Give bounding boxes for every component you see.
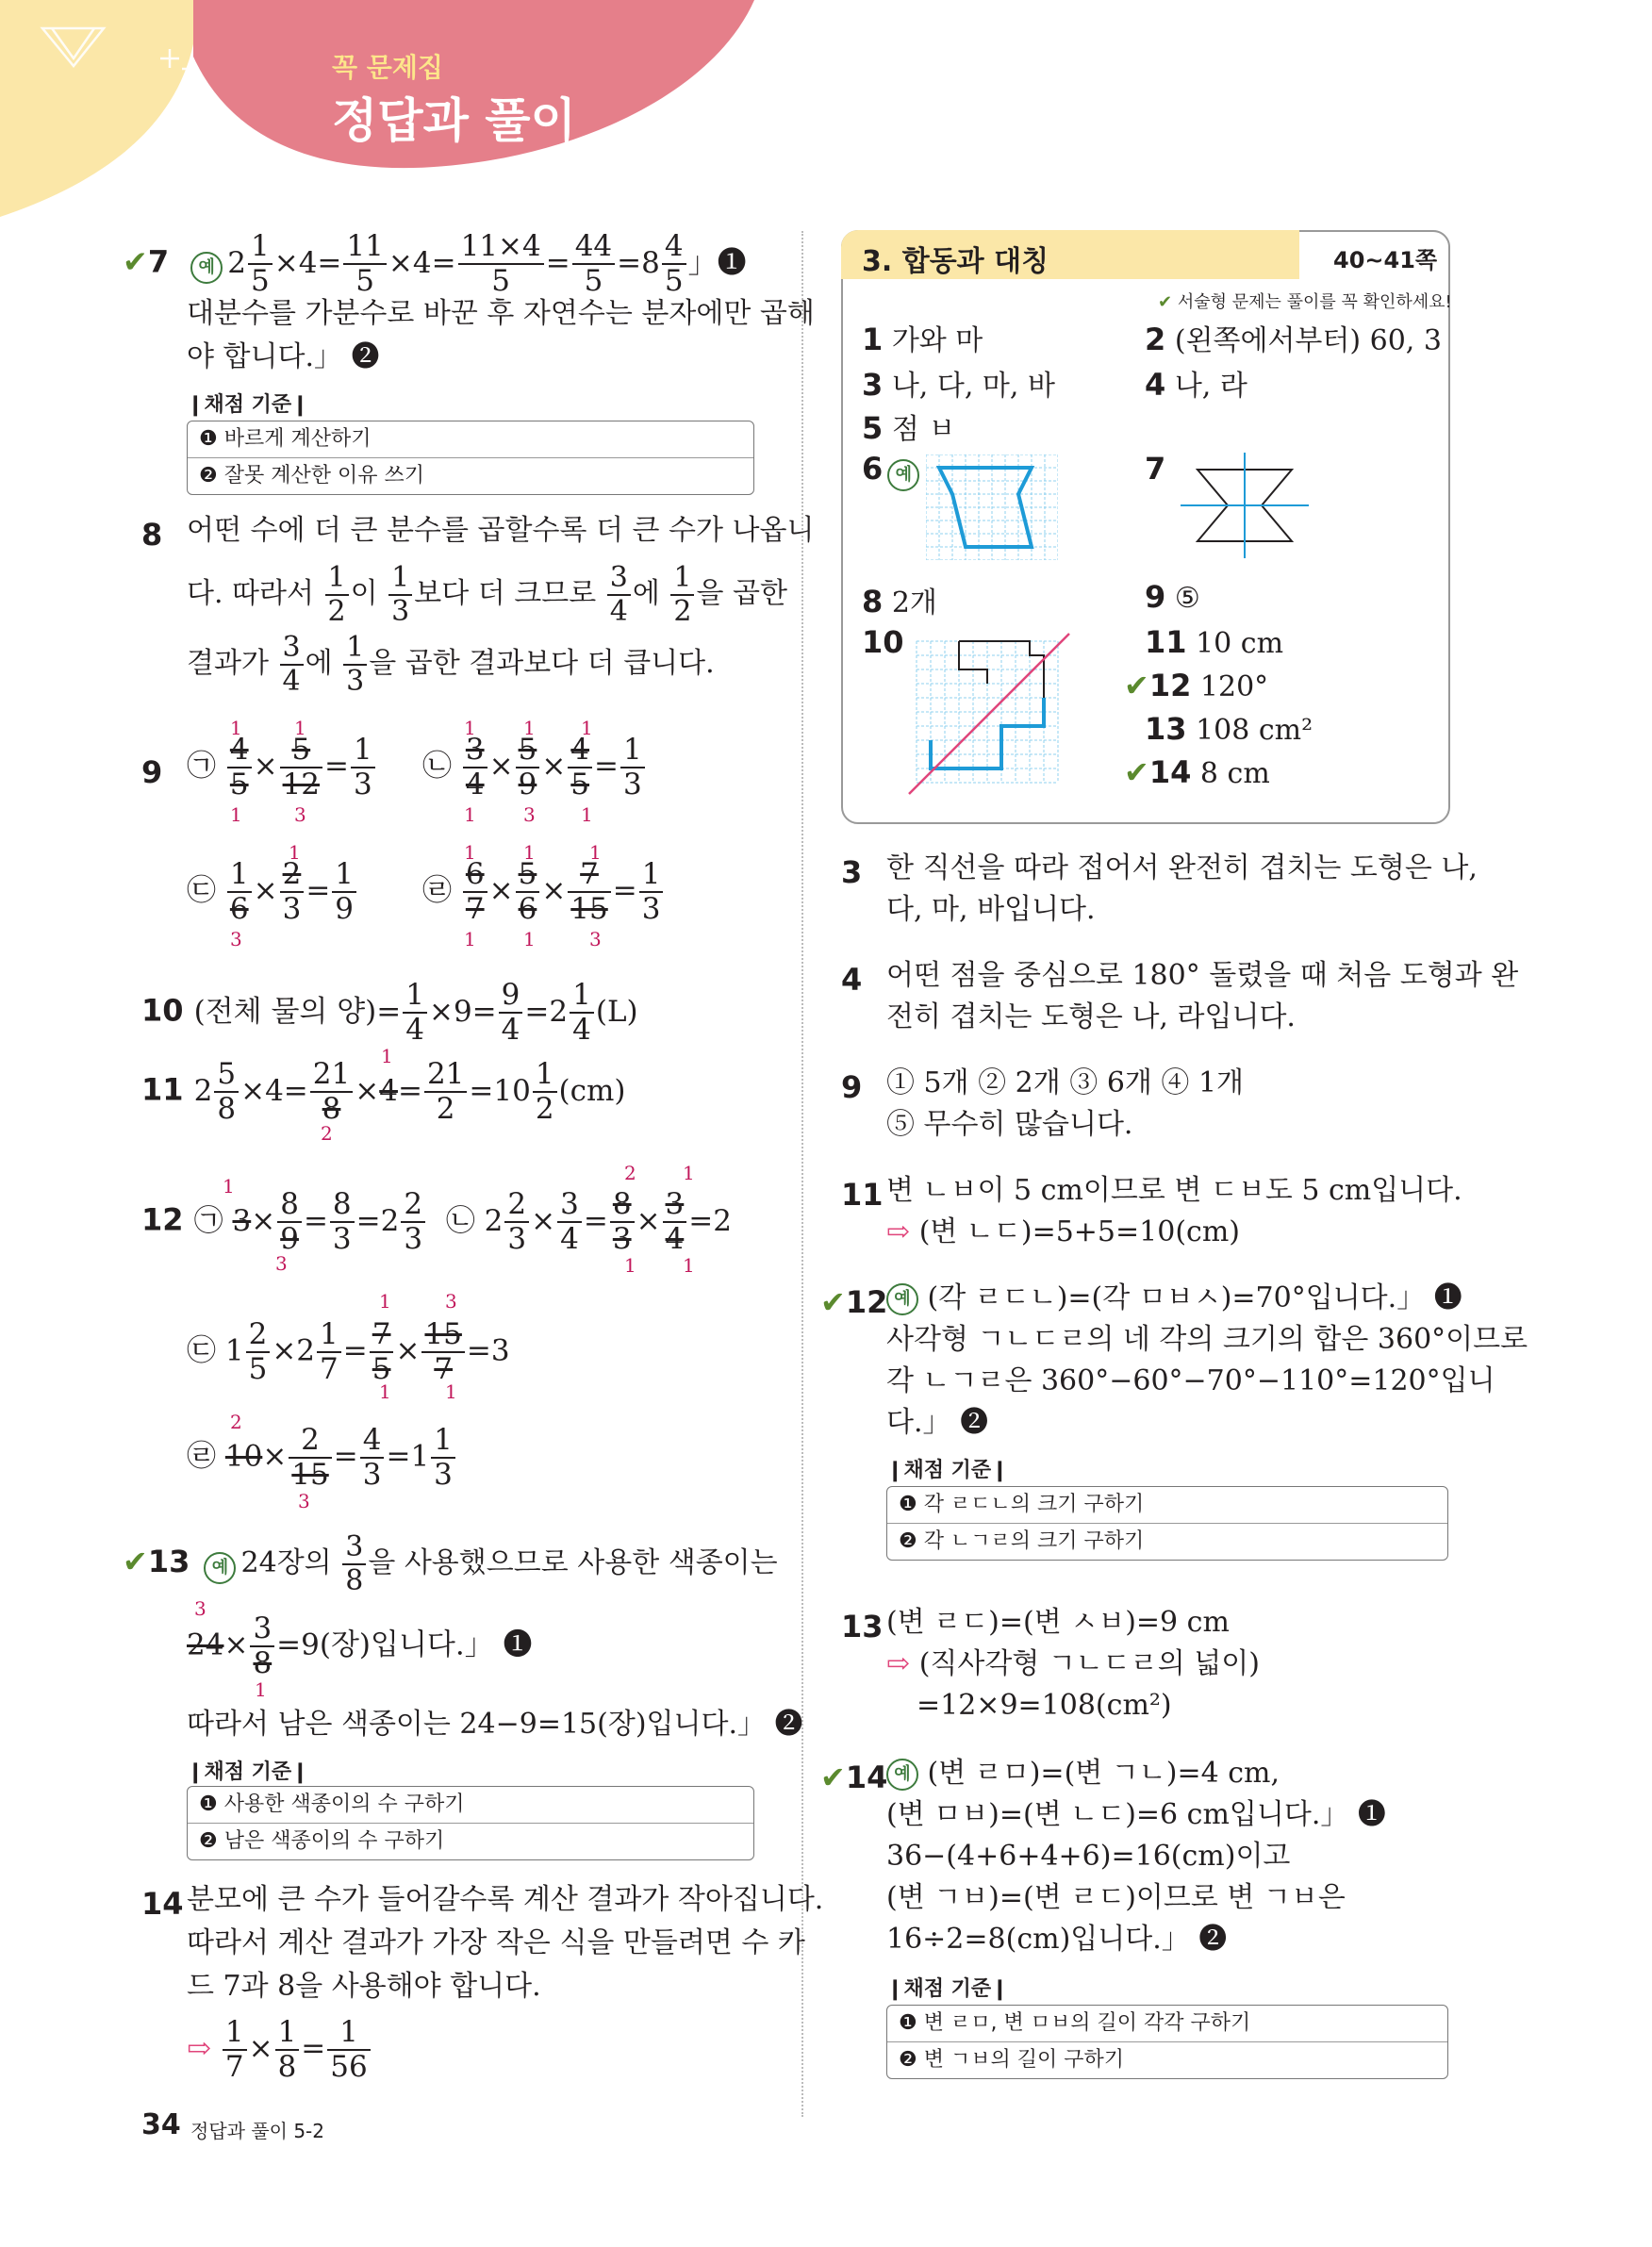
footer-page-number: 34 [141, 2108, 181, 2141]
box-item-8: 8 2개 [862, 584, 937, 620]
q13-line2: 24× $\frac{3}{8}$ =9(장)입니다.」 ❶ [187, 1611, 533, 1680]
q12-d: ㉣ 10× $\frac{2}{15}$ = $\frac{4}{3}$ =1 $\frac{1}{3}$ [187, 1426, 457, 1490]
r12-text4: 다.」 ❷ [886, 1406, 989, 1439]
q7-answer: ✔7 예 2 $\frac{1}{5}$ ×4= $\frac{11}{5}$ ×4= $\frac{11\times 4}{5}$ = $\frac{44}{5}$ =8 $\frac{4}{5}$ 」❶ [123, 229, 747, 298]
q14-text3: 드 7과 8을 사용해야 합니다. [187, 1970, 541, 2003]
q10-answer: 10 (전체 물의 양)= $\frac{1}{4}$ ×9= $\frac{9}{4}$ =2 $\frac{1}{4}$ (L) [141, 978, 638, 1047]
q13-line1: ✔13 예 24장의 $\frac{3}{8}$ 을 사용했으므로 사용한 색종이는 [123, 1530, 778, 1597]
q12-c: ㉢ 1 $\frac{2}{5}$ ×2 $\frac{1}{7}$ = $\frac{7}{5}$ × $\frac{15}{7}$ =3 [187, 1317, 510, 1386]
r14-text2: (변 ㅁㅂ)=(변 ㄴㄷ)=6 cm입니다.」 ❶ [886, 1798, 1386, 1831]
r14-criteria-title: ❙채점 기준❙ [886, 1977, 1009, 2001]
box-item-14: ✔14 8 cm [1124, 754, 1270, 790]
figure-7 [1179, 451, 1311, 564]
r13-text1: (변 ㄹㄷ)=(변 ㅅㅂ)=9 cm [886, 1606, 1230, 1639]
footer-label: 정답과 풀이 5-2 [190, 2120, 324, 2142]
r14-text1: 예 (변 ㄹㅁ)=(변 ㄱㄴ)=4 cm, [886, 1752, 1280, 1795]
answer-box-pages: 40~41쪽 [1333, 247, 1438, 273]
r3-text1: 한 직선을 따라 접어서 완전히 겹치는 도형은 나, [886, 851, 1478, 884]
box-item-12: ✔12 120° [1124, 668, 1269, 703]
q9-d: ㉣ $\frac{6}{7}$ × $\frac{5}{6}$ × $\frac{7}{15}$ = $\frac{1}{3}$ [422, 860, 665, 924]
box-item-2: 2 (왼쪽에서부터) 60, 3 [1145, 322, 1442, 357]
box-item-7: 7 [1145, 451, 1166, 487]
q13-criteria-title: ❙채점 기준❙ [187, 1760, 309, 1784]
header-subtitle: 꼭 문제집 [332, 52, 443, 83]
q7-text2: 야 합니다.」 ❷ [187, 340, 380, 373]
q9-b: ㉡ $\frac{3}{4}$ × $\frac{5}{9}$ × $\frac{4}{5}$ = $\frac{1}{3}$ [422, 735, 647, 800]
q12-ab: 12 ㉠ 3× $\frac{8}{9}$ = $\frac{8}{3}$ =2 $\frac{2}{3}$ ㉡ 2 $\frac{2}{3}$ × $\frac{3}{4}$ = $\frac{8}{3}$ × $\frac{3}{4}$ =2 [141, 1187, 732, 1256]
r12-text3: 각 ㄴㄱㄹ은 360°−60°−70°−110°=120°입니 [886, 1364, 1495, 1397]
answer-box-note: ✔ 서술형 문제는 풀이를 꼭 확인하세요! [1158, 292, 1452, 312]
q11-answer: 11 2 $\frac{5}{8}$ ×4= $\frac{21}{8}$ ×4= $\frac{21}{2}$ =10 $\frac{1}{2}$ (cm) [141, 1057, 626, 1126]
q9-number: 9 [141, 754, 163, 790]
r11-text2: ⇨ (변 ㄴㄷ)=5+5=10(cm) [886, 1215, 1240, 1248]
q7-text1: 대분수를 가분수로 바꾼 후 자연수는 분자에만 곱해 [187, 297, 815, 330]
r3-text2: 다, 마, 바입니다. [886, 893, 1096, 926]
q13-line3: 따라서 남은 색종이는 24−9=15(장)입니다.」 ❷ [187, 1708, 803, 1741]
r4-number: 4 [841, 962, 863, 998]
box-item-11: 11 10 cm [1145, 624, 1284, 660]
r13-text2: ⇨ (직사각형 ㄱㄴㄷㄹ의 넓이) [886, 1647, 1260, 1680]
r9-number: 9 [841, 1069, 863, 1105]
box-item-10: 10 [862, 624, 904, 660]
r14-text3: 36−(4+6+4+6)=16(cm)이고 [886, 1840, 1291, 1873]
box-item-3: 3 나, 다, 마, 바 [862, 367, 1055, 403]
q14-text2: 따라서 계산 결과가 가장 작은 식을 만들려면 수 카 [187, 1926, 805, 1959]
box-item-1: 1 가와 마 [862, 322, 983, 357]
r14-text4: (변 ㄱㅂ)=(변 ㄹㄷ)이므로 변 ㄱㅂ은 [886, 1881, 1346, 1914]
r13-text3: =12×9=108(cm²) [917, 1689, 1172, 1722]
box-item-9: 9 ⑤ [1145, 579, 1200, 615]
r12-text2: 사각형 ㄱㄴㄷㄹ의 네 각의 크기의 합은 360°이므로 [886, 1323, 1528, 1356]
answer-box-header [841, 230, 1446, 279]
q7-criteria-title: ❙채점 기준❙ [187, 393, 309, 417]
box-item-4: 4 나, 라 [1145, 367, 1247, 403]
q7-criteria: ❶ 바르게 계산하기 ❷ 잘못 계산한 이유 쓰기 [187, 421, 754, 495]
r14-number: ✔14 [820, 1760, 888, 1795]
r12-text1: 예 (각 ㄹㄷㄴ)=(각 ㅁㅂㅅ)=70°입니다.」 ❶ [886, 1277, 1462, 1320]
answer-box-title: 3. 합동과 대칭 [862, 245, 1049, 278]
header-title: 정답과 풀이 [332, 93, 576, 148]
r12-criteria: ❶ 각 ㄹㄷㄴ의 크기 구하기 ❷ 각 ㄴㄱㄹ의 크기 구하기 [886, 1486, 1448, 1561]
r4-text1: 어떤 점을 중심으로 180° 돌렸을 때 처음 도형과 완 [886, 959, 1519, 992]
r12-criteria-title: ❙채점 기준❙ [886, 1459, 1009, 1482]
r12-number: ✔12 [820, 1284, 888, 1320]
q8-text2: 다. 따라서 $\frac{1}{2}$ 이 $\frac{1}{3}$ 보다 더 크므로 $\frac{3}{4}$ 에 $\frac{1}{2}$ 을 곱한 [187, 561, 787, 628]
q8-text1: 어떤 수에 더 큰 분수를 곱할수록 더 큰 수가 나옵니 [187, 514, 815, 547]
box-item-5: 5 점 ㅂ [862, 410, 956, 446]
box-item-6: 6 예 [862, 451, 919, 491]
r11-text1: 변 ㄴㅂ이 5 cm이므로 변 ㄷㅂ도 5 cm입니다. [886, 1174, 1462, 1207]
q14-text1: 분모에 큰 수가 들어갈수록 계산 결과가 작아집니다. [187, 1883, 824, 1916]
r9-text1: ① 5개 ② 2개 ③ 6개 ④ 1개 [886, 1066, 1245, 1099]
box-item-13: 13 108 cm² [1145, 711, 1313, 747]
r4-text2: 전히 겹치는 도형은 나, 라입니다. [886, 1000, 1296, 1033]
r14-criteria: ❶ 변 ㄹㅁ, 변 ㅁㅂ의 길이 각각 구하기 ❷ 변 ㄱㅂ의 길이 구하기 [886, 2005, 1448, 2079]
q9-a: ㉠ $\frac{4}{5}$ × $\frac{5}{12}$ = $\frac{1}{3}$ [187, 735, 377, 800]
figure-6-grid [926, 454, 1058, 560]
r9-text2: ⑤ 무수히 많습니다. [886, 1108, 1133, 1141]
r13-number: 13 [841, 1609, 884, 1644]
r14-text5: 16÷2=8(cm)입니다.」 ❷ [886, 1923, 1228, 1956]
q13-criteria: ❶ 사용한 색종이의 수 구하기 ❷ 남은 색종이의 수 구하기 [187, 1786, 754, 1860]
r11-number: 11 [841, 1177, 884, 1213]
q14-number: 14 [141, 1886, 184, 1922]
figure-10-grid [907, 632, 1077, 798]
r3-number: 3 [841, 854, 863, 890]
q14-calc: ⇨ $\frac{1}{7}$ × $\frac{1}{8}$ = $\frac{1}{56}$ [187, 2018, 372, 2082]
q8-number: 8 [141, 517, 163, 553]
q8-text3: 결과가 $\frac{3}{4}$ 에 $\frac{1}{3}$ 을 곱한 결과보다 더 큽니다. [187, 631, 715, 698]
q9-c: ㉢ $\frac{1}{6}$ × $\frac{2}{3}$ = $\frac{1}{9}$ [187, 860, 358, 924]
